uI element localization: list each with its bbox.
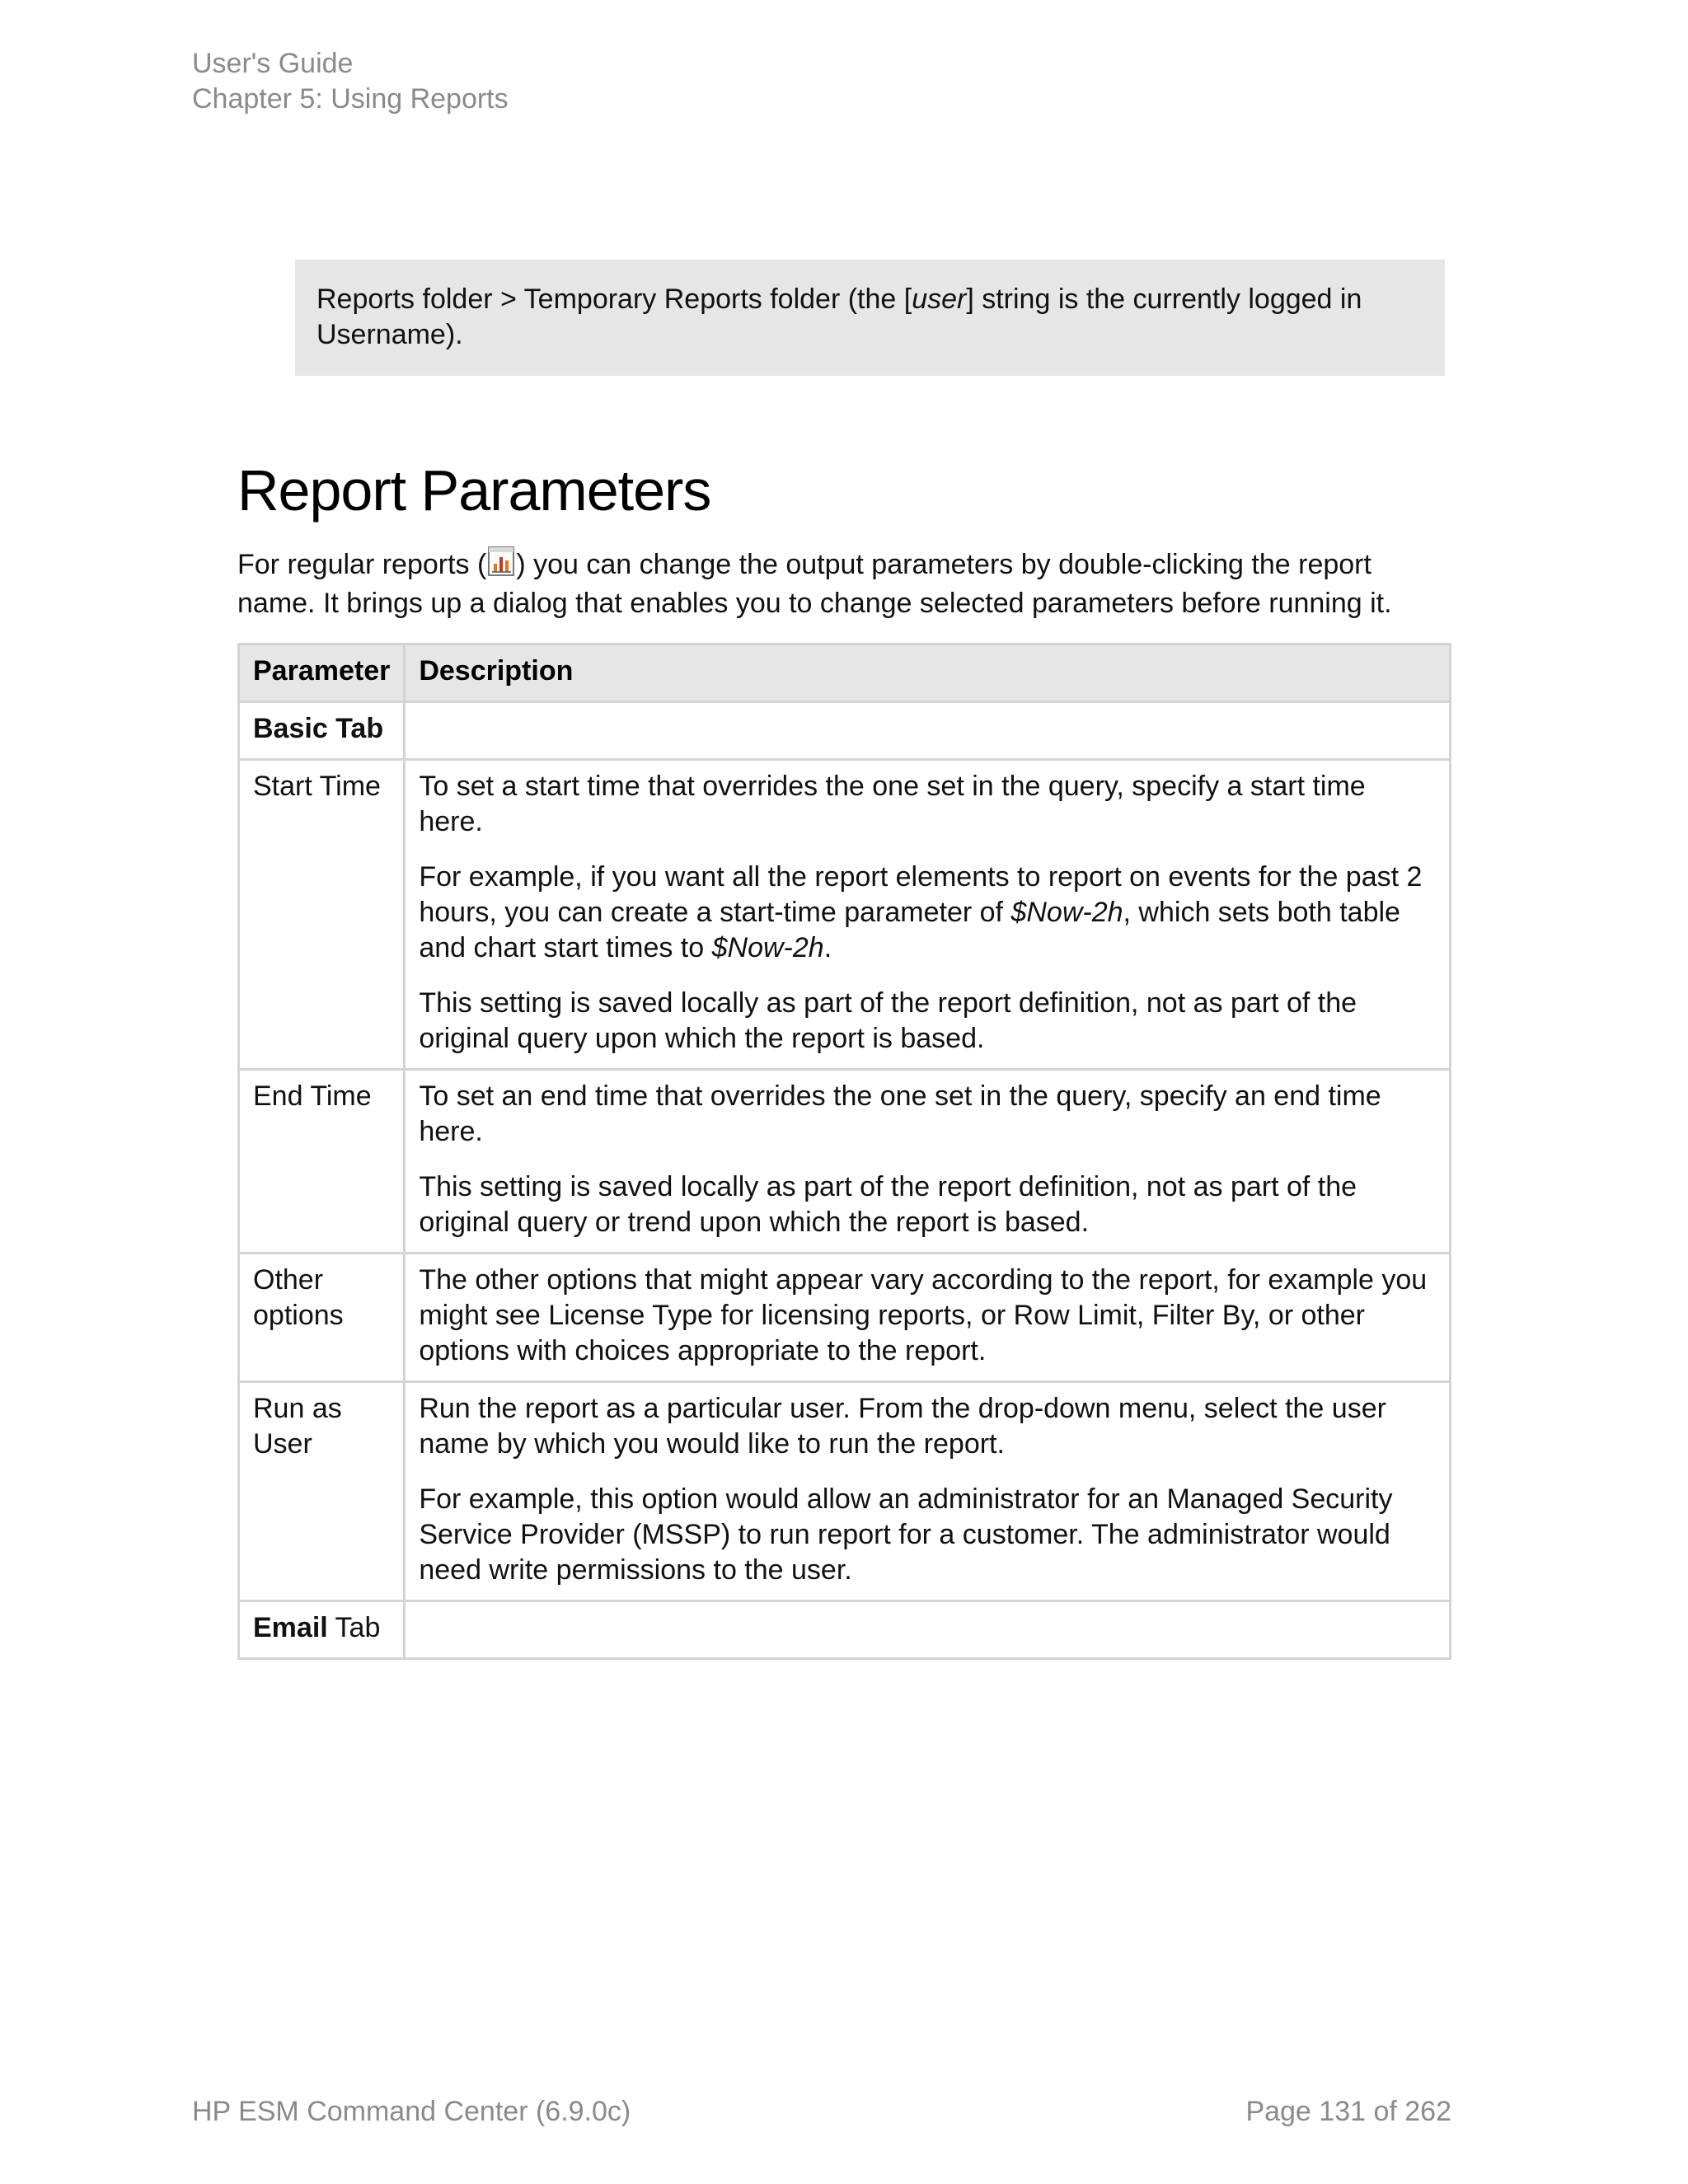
- basic-tab-description: [405, 702, 1451, 760]
- table-row: [239, 1601, 1451, 1659]
- other-options-description: [405, 1254, 1451, 1382]
- run-as-user-description: [405, 1382, 1451, 1601]
- start-time-description: [405, 760, 1451, 1070]
- footer-page-number: Page 131 of 262: [1245, 2096, 1451, 2127]
- table-row: [239, 1070, 1451, 1254]
- guide-title: User's Guide: [192, 48, 354, 79]
- other-options-param: Other options: [239, 1254, 405, 1382]
- start-time-expression: $Now-2h: [1010, 897, 1123, 928]
- basic-tab-label: Basic Tab: [239, 702, 405, 760]
- header-parameter: Parameter: [239, 644, 405, 702]
- note-box: [295, 260, 1445, 376]
- email-tab-label: [239, 1601, 405, 1659]
- start-time-expression-2: $Now-2h: [711, 932, 824, 963]
- email-tab-bold: Email: [253, 1612, 328, 1643]
- start-time-para-2: [419, 860, 1436, 966]
- footer-product: HP ESM Command Center (6.9.0c): [192, 2096, 631, 2127]
- start-time-para-1: To set a start time that overrides the one set in the query, specify a start time here.: [419, 771, 1366, 837]
- table-row: [239, 760, 1451, 1070]
- run-as-user-param: Run as User: [239, 1382, 405, 1601]
- start-time-para-2-end: .: [823, 932, 832, 963]
- start-time-para-3: This setting is saved locally as part of the report definition, not as part of the original query upon which the report is based.: [419, 987, 1357, 1054]
- running-header: [192, 46, 509, 117]
- start-time-param: Start Time: [239, 760, 405, 1070]
- email-tab-description: [405, 1601, 1451, 1659]
- note-text-end: ] string is the currently logged in Username).: [316, 284, 1362, 350]
- chapter-title: Chapter 5: Using Reports: [192, 83, 509, 115]
- table-header-row: [239, 644, 1451, 702]
- end-time-param: End Time: [239, 1070, 405, 1254]
- end-time-para-1: To set an end time that overrides the one set in the query, specify an end time here.: [419, 1080, 1381, 1147]
- note-text-start: Reports folder > Temporary Reports folder (the [: [316, 284, 912, 315]
- note-user-placeholder: user: [912, 284, 967, 315]
- start-time-para-2-text-2: , which sets both table and chart start times to: [419, 897, 1400, 963]
- intro-text-start: For regular reports (: [237, 549, 487, 580]
- table-row: [239, 702, 1451, 760]
- table-row: [239, 1254, 1451, 1382]
- start-time-para-2-text: For example, if you want all the report elements to report on events for the past 2 hours, you can create a start-time parameter of: [419, 861, 1423, 928]
- header-description: Description: [405, 644, 1451, 702]
- parameters-table: [237, 643, 1451, 1660]
- table-row: [239, 1382, 1451, 1601]
- intro-paragraph: [237, 546, 1445, 621]
- run-as-user-para-1: Run the report as a particular user. From the drop-down menu, select the user name by which you would like to run the report.: [419, 1393, 1386, 1460]
- run-as-user-para-2: For example, this option would allow an administrator for an Managed Security Service Provider (MSSP) to run report for a customer. The administrator would need write permissions to the user.: [419, 1483, 1393, 1586]
- end-time-para-2: This setting is saved locally as part of the report definition, not as part of the original query or trend upon which the report is based.: [419, 1171, 1357, 1238]
- report-chart-icon: [487, 546, 515, 586]
- end-time-description: [405, 1070, 1451, 1254]
- email-tab-rest: Tab: [327, 1612, 381, 1643]
- other-options-para-1: The other options that might appear vary according to the report, for example you might see License Type for licensing reports, or Row Limit, Filter By, or other options with choices appropriate to the report.: [419, 1264, 1428, 1366]
- intro-text-end: ) you can change the output parameters by double-clicking the report name. It brings up a dialog that enables you to change selected parameters before running it.: [237, 549, 1392, 619]
- section-title: Report Parameters: [237, 458, 711, 523]
